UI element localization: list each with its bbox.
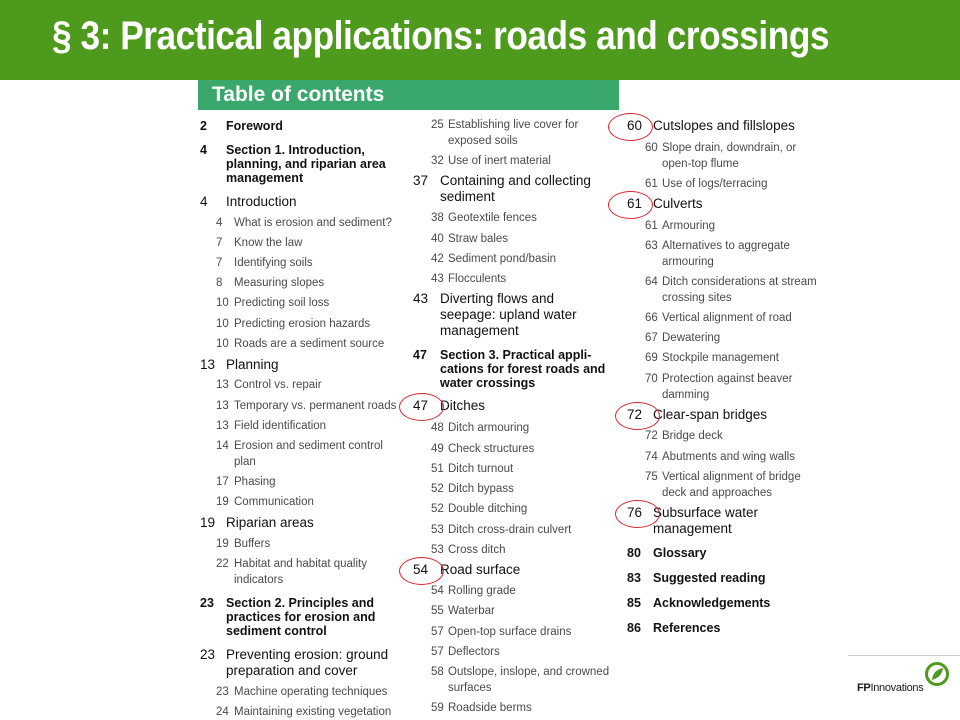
highlight-circle — [608, 113, 653, 141]
toc-page-number: 14 — [216, 440, 229, 452]
toc-page-number: 38 — [431, 212, 444, 224]
toc-entry-title: Measuring slopes — [234, 277, 325, 289]
toc-page-number: 51 — [431, 463, 444, 475]
toc-entry-title: Protection against beaver damming — [662, 373, 793, 401]
highlight-circle — [399, 557, 444, 585]
toc-page-number: 4 — [200, 143, 207, 157]
toc-entry-title: Vertical alignment of road — [662, 312, 792, 324]
toc-page-number: 19 — [216, 538, 229, 550]
toc-entry-title: Flocculents — [448, 273, 507, 285]
highlight-circle — [399, 393, 444, 421]
toc-entry-title: Acknowledgements — [653, 596, 771, 610]
toc-entry-title: Section 1. Introduction, planning, and riparian area management — [226, 143, 386, 185]
toc-page-number: 61 — [645, 178, 658, 190]
toc-page-number: 57 — [431, 626, 444, 638]
toc-page-number: 49 — [431, 443, 444, 455]
toc-entry-title: Straw bales — [448, 233, 509, 245]
toc-page-number: 67 — [645, 332, 658, 344]
toc-header — [198, 80, 619, 110]
toc-page-number: 10 — [216, 297, 229, 309]
toc-page-number: 32 — [431, 155, 444, 167]
toc-entry-title: Rolling grade — [448, 585, 516, 597]
toc-page-number: 43 — [431, 273, 444, 285]
toc-page-number: 19 — [200, 515, 216, 530]
toc-entry-title: Use of inert material — [448, 155, 551, 167]
toc-entry-title: Control vs. repair — [234, 379, 322, 391]
toc-page-number: 55 — [431, 605, 444, 617]
toc-page-number: 8 — [216, 277, 223, 289]
toc-page-number: 54 — [431, 585, 444, 597]
toc-entry-title: Road surface — [440, 562, 521, 577]
toc-page-number: 37 — [413, 173, 429, 188]
toc-page-number: 4 — [216, 217, 223, 229]
toc-page-number: 19 — [216, 496, 229, 508]
toc-entry-title: Bridge deck — [662, 430, 723, 442]
toc-entry-title: Cutslopes and fillslopes — [653, 118, 795, 133]
toc-entry-title: Predicting erosion hazards — [234, 318, 371, 330]
toc-entry-title: Ditch bypass — [448, 483, 514, 495]
toc-page-number: 60 — [645, 142, 658, 154]
toc-entry-title: Glossary — [653, 546, 707, 560]
title-banner — [0, 0, 960, 80]
toc-page-number: 72 — [627, 407, 643, 422]
toc-page-number: 23 — [216, 686, 229, 698]
toc-entry-title: Ditch turnout — [448, 463, 514, 475]
toc-page-number: 40 — [431, 233, 444, 245]
toc-page-number: 69 — [645, 352, 658, 364]
toc-page-number: 58 — [431, 666, 444, 678]
toc-page-number: 53 — [431, 524, 444, 536]
toc-page-number: 53 — [431, 544, 444, 556]
toc-page-number: 22 — [216, 558, 229, 570]
toc-page-number: 17 — [216, 476, 229, 488]
toc-entry-title: Temporary vs. permanent roads — [234, 400, 397, 412]
toc-page-number: 13 — [216, 400, 229, 412]
toc-entry-title: Diverting flows and seepage: upland water management — [440, 291, 577, 338]
toc-entry-title: Roadside berms — [448, 702, 532, 714]
toc-page-number: 57 — [431, 646, 444, 658]
toc-entry-title: Ditch cross-drain culvert — [448, 524, 572, 536]
toc-page-number: 10 — [216, 318, 229, 330]
toc-entry-title: Field identification — [234, 420, 327, 432]
toc-page-number: 43 — [413, 291, 429, 306]
toc-entry-title: Deflectors — [448, 646, 500, 658]
toc-entry-title: Machine operating techniques — [234, 686, 388, 698]
toc-page-number: 4 — [200, 194, 208, 209]
toc-page-number: 24 — [216, 706, 229, 718]
toc-entry-title: Suggested reading — [653, 571, 766, 585]
toc-page-number: 61 — [645, 220, 658, 232]
toc-entry-title: Ditch armouring — [448, 422, 530, 434]
toc-entry-title: Foreword — [226, 119, 283, 133]
toc-page-number: 75 — [645, 471, 658, 483]
toc-page-number: 74 — [645, 451, 658, 463]
toc-entry-title: Sediment pond/basin — [448, 253, 557, 265]
toc-entry-title: References — [653, 621, 721, 635]
toc-entry-title: Outslope, inslope, and crowned surfaces — [448, 666, 610, 694]
toc-page-number: 13 — [216, 420, 229, 432]
toc-entry-title: Cross ditch — [448, 544, 506, 556]
toc-entry-title: Containing and collecting sediment — [440, 173, 591, 204]
toc-entry-title: Predicting soil loss — [234, 297, 330, 309]
toc-entry-title: Section 3. Practical appli- cations for forest roads and water crossings — [440, 348, 606, 390]
toc-entry-title: Ditches — [440, 398, 486, 413]
toc-page-number: 23 — [200, 647, 216, 662]
toc-entry-title: Roads are a sediment source — [234, 338, 385, 350]
toc-entry-title: Alternatives to aggregate armouring — [662, 240, 790, 268]
toc-page-number: 7 — [216, 237, 223, 249]
toc-entry-title: Planning — [226, 357, 279, 372]
toc-entry-title: Geotextile fences — [448, 212, 537, 224]
toc-page-number: 80 — [627, 546, 641, 560]
toc-page-number: 54 — [413, 562, 429, 577]
toc-entry-title: Open-top surface drains — [448, 626, 572, 638]
toc-entry-title: Double ditching — [448, 503, 528, 515]
toc-page-number: 86 — [627, 621, 641, 635]
fpinnovations-logo — [853, 662, 957, 702]
toc-entry-title: Habitat and habitat quality indicators — [234, 558, 367, 586]
toc-page-number: 60 — [627, 118, 643, 133]
toc-title: Table of contents — [212, 83, 385, 106]
toc-entry-title: Buffers — [234, 538, 271, 550]
highlight-circle — [608, 191, 653, 219]
toc-page-number: 13 — [216, 379, 229, 391]
toc-page-number: 76 — [627, 505, 643, 520]
slide-title: § 3: Practical applications: roads and crossings — [52, 14, 830, 58]
toc-entry-title: Preventing erosion: ground preparation and cover — [226, 647, 389, 678]
toc-entry-title: Section 2. Principles and practices for erosion and sediment control — [226, 596, 376, 638]
toc-page-number: 13 — [200, 357, 216, 372]
toc-entry-title: Dewatering — [662, 332, 721, 344]
toc-entry-title: Waterbar — [448, 605, 495, 617]
toc-page-number: 7 — [216, 257, 223, 269]
toc-page-number: 64 — [645, 276, 658, 288]
toc-entry-title: Abutments and wing walls — [662, 451, 795, 463]
toc-page-number: 2 — [200, 119, 207, 133]
toc-entry-title: Vertical alignment of bridge deck and approaches — [662, 471, 801, 499]
toc-page-number: 25 — [431, 119, 444, 131]
toc-entry-title: What is erosion and sediment? — [234, 217, 392, 229]
toc-page-number: 59 — [431, 702, 444, 714]
toc-entry-title: Riparian areas — [226, 515, 314, 530]
toc-entry-title: Check structures — [448, 443, 535, 455]
toc-entry-title: Armouring — [662, 220, 716, 232]
toc-page-number: 48 — [431, 422, 444, 434]
toc-entry-title: Culverts — [653, 196, 703, 211]
toc-page-number: 52 — [431, 503, 444, 515]
toc-entry-title: Stockpile management — [662, 352, 779, 364]
toc-entry-title: Clear-span bridges — [653, 407, 768, 422]
toc-entry-title: Use of logs/terracing — [662, 178, 768, 190]
toc-page-number: 23 — [200, 596, 214, 610]
toc-page-number: 10 — [216, 338, 229, 350]
logo-suffix: Innovations — [870, 682, 924, 694]
toc-page-number: 52 — [431, 483, 444, 495]
logo-wordmark — [857, 682, 923, 694]
toc-page-number: 72 — [645, 430, 658, 442]
toc-page-number: 63 — [645, 240, 658, 252]
toc-entry-title: Ditch considerations at stream crossing sites — [662, 276, 817, 304]
footer-divider — [848, 655, 960, 656]
toc-page-number: 61 — [627, 196, 643, 211]
toc-page-number: 47 — [413, 348, 427, 362]
toc-page-number: 66 — [645, 312, 658, 324]
toc-entry-title: Maintaining existing vegetation — [234, 706, 392, 718]
toc-entry-title: Know the law — [234, 237, 303, 249]
toc-page-number: 85 — [627, 596, 641, 610]
toc-page-number: 42 — [431, 253, 444, 265]
highlight-circle — [615, 402, 660, 430]
toc-entry-title: Subsurface water management — [653, 505, 759, 536]
toc-entry-title: Slope drain, downdrain, or open-top flume — [662, 142, 797, 170]
toc-entry-title: Erosion and sediment control plan — [234, 440, 383, 468]
logo-brand: FP — [857, 682, 871, 694]
highlight-circle — [615, 500, 660, 528]
toc-entry-title: Establishing live cover for exposed soils — [448, 119, 579, 147]
toc-page-number: 47 — [413, 398, 429, 413]
toc-entry-title: Phasing — [234, 476, 276, 488]
toc-page-number: 70 — [645, 373, 658, 385]
toc-entry-title: Introduction — [226, 194, 297, 209]
toc-entry-title: Communication — [234, 496, 314, 508]
toc-page-number: 83 — [627, 571, 641, 585]
toc-entry-title: Identifying soils — [234, 257, 313, 269]
